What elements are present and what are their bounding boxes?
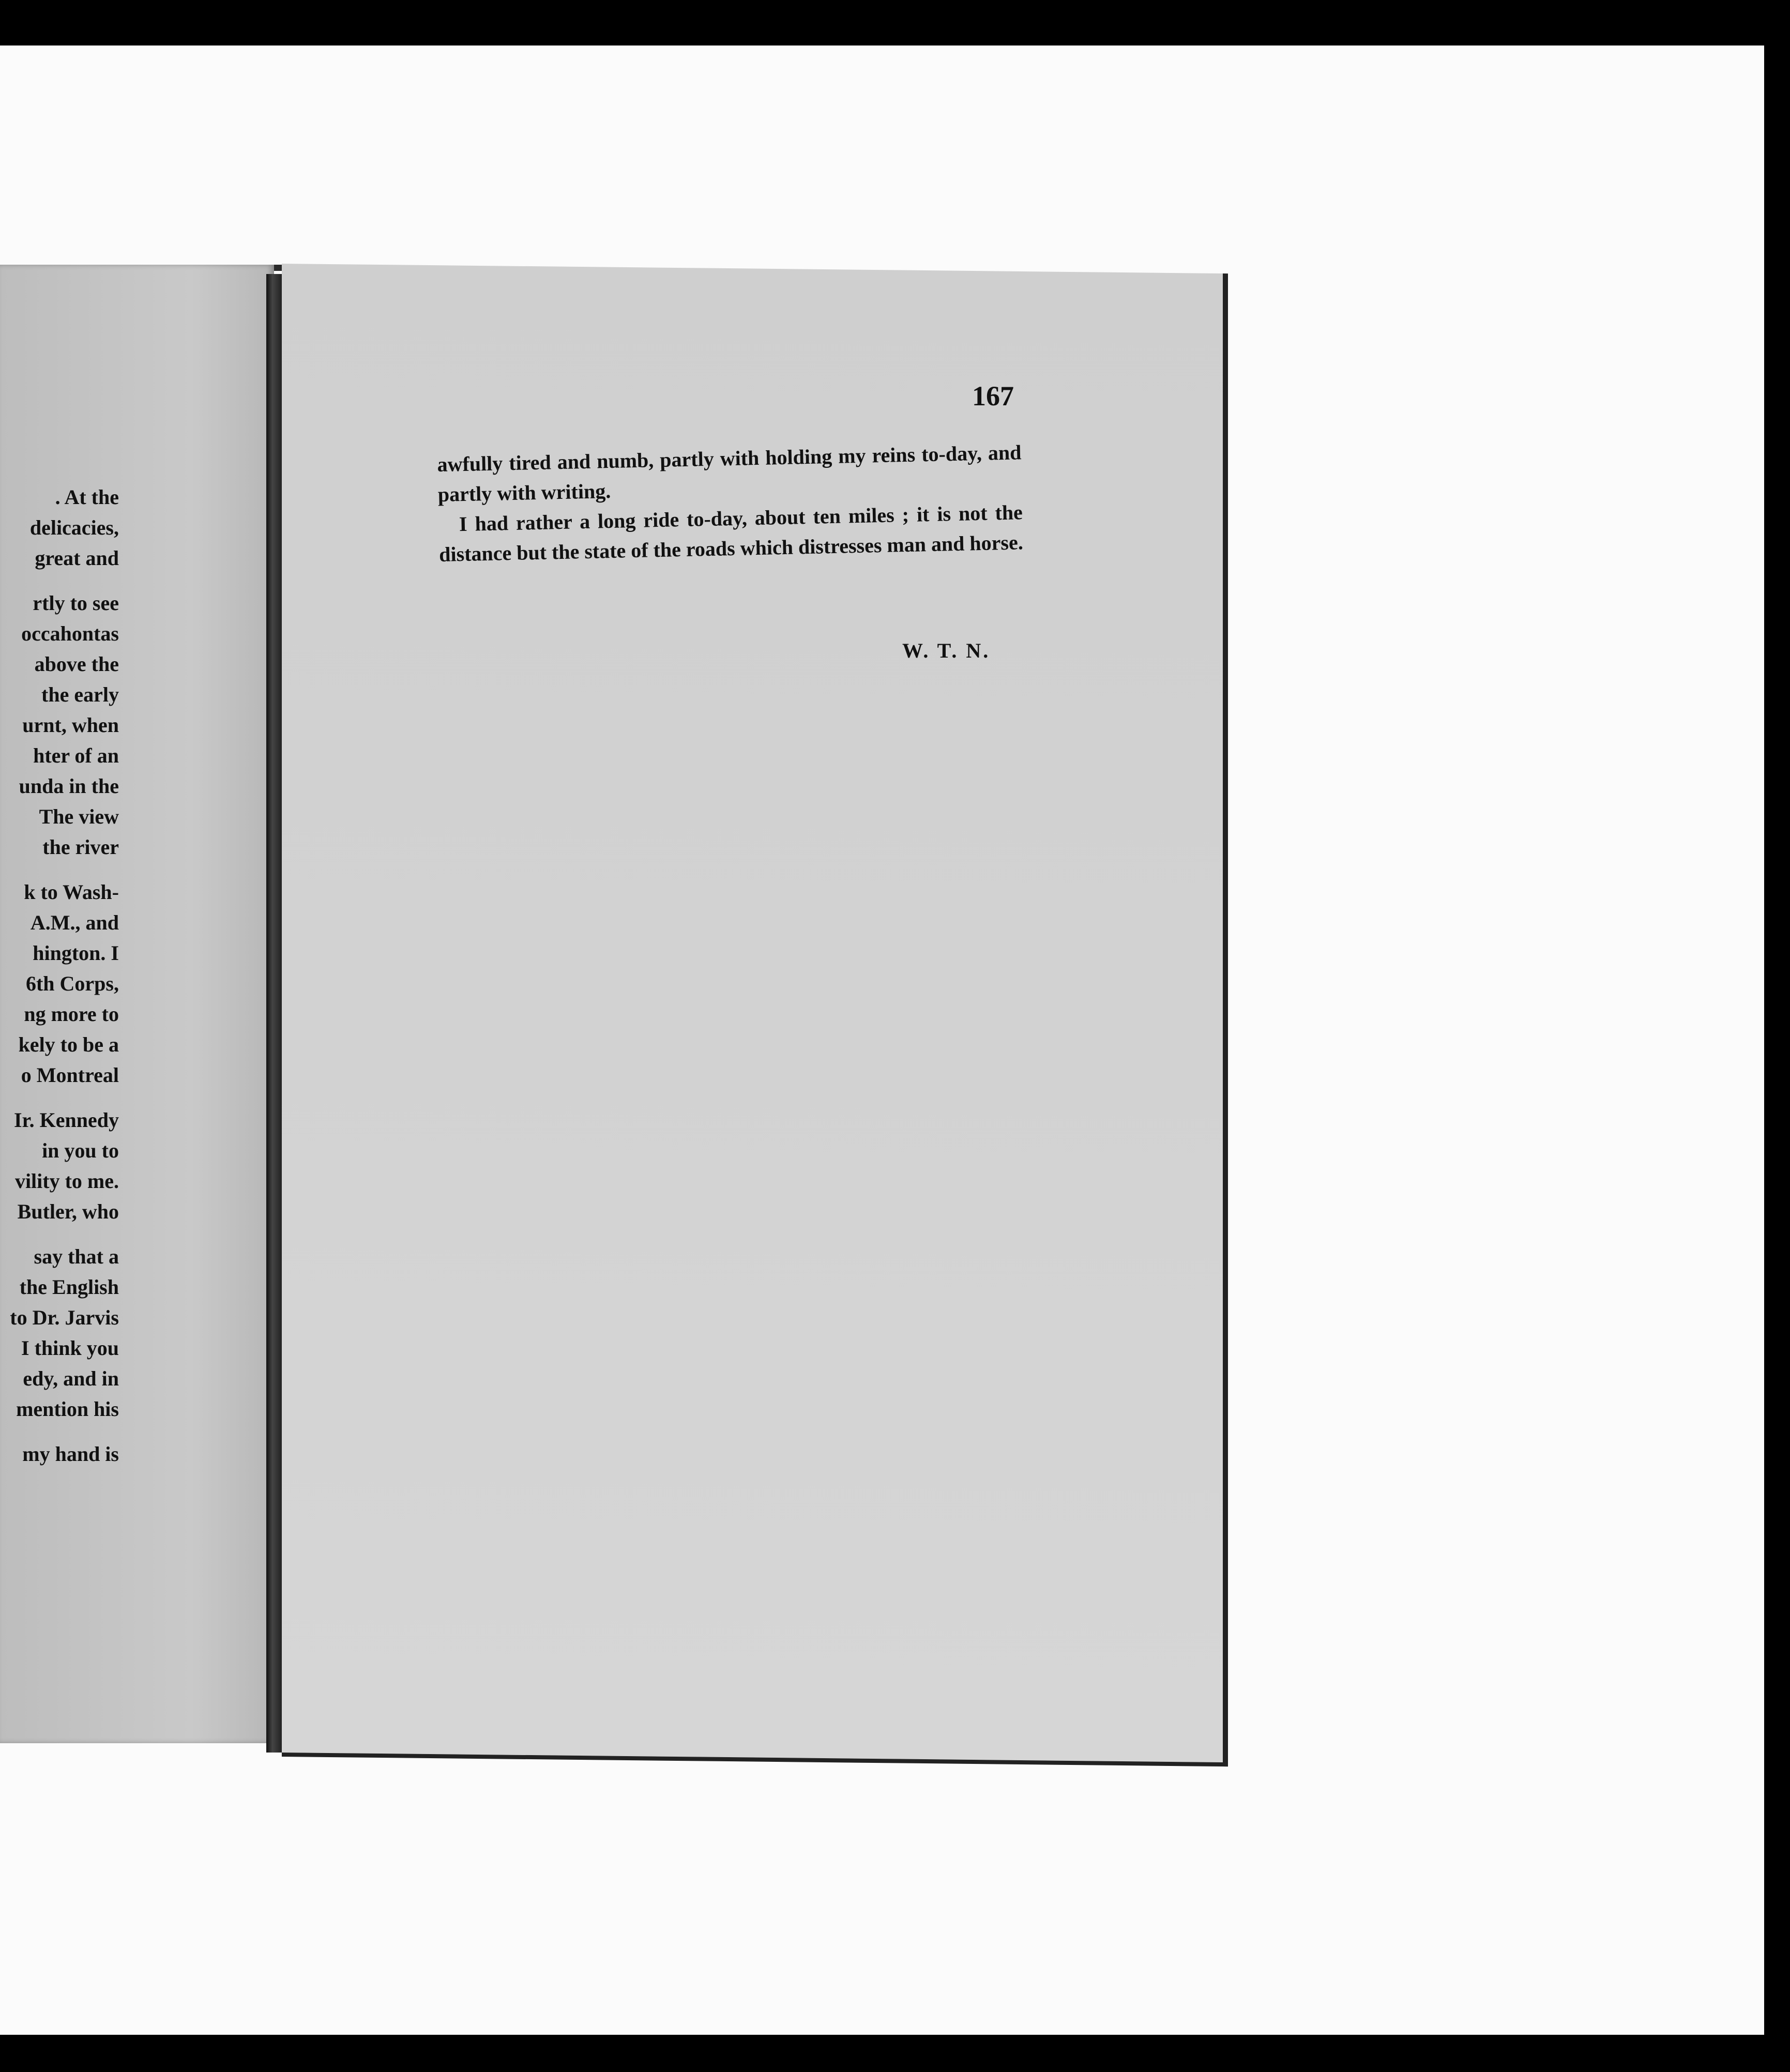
left-page-line: to Dr. Jarvis	[10, 1306, 119, 1329]
left-page-line: occahontas	[21, 622, 119, 645]
left-page-line: above the	[34, 652, 119, 676]
left-page-line: hington. I	[33, 941, 119, 965]
left-page-line: I think you	[21, 1336, 119, 1360]
left-page-line: Butler, who	[17, 1200, 119, 1223]
left-line-gap	[0, 862, 119, 877]
letter-body	[437, 437, 1024, 570]
left-page-line: urnt, when	[22, 713, 119, 737]
left-page-line: A.M., and	[30, 911, 119, 934]
left-page	[0, 265, 274, 1743]
left-line-gap	[0, 1227, 119, 1241]
left-page-line: rtly to see	[33, 591, 119, 615]
left-page-line: the river	[42, 835, 119, 859]
left-page-line: great and	[35, 546, 119, 570]
left-page-line: Ir. Kennedy	[13, 1108, 119, 1132]
left-page-line: kely to be a	[18, 1033, 119, 1056]
left-page-line: mention his	[16, 1397, 119, 1421]
left-page-line: the early	[41, 683, 119, 706]
left-line-gap	[0, 1424, 119, 1439]
paragraph-2: I had rather a long ride to-day, about ten miles ; it is not the distance but the state of the roads which distresses man and horse.	[438, 500, 1024, 566]
book-spine	[266, 274, 282, 1753]
left-page-line: The view	[39, 805, 119, 828]
left-page-text	[0, 482, 119, 1469]
left-page-line: ng more to	[24, 1002, 119, 1026]
left-page-line: in you to	[42, 1139, 119, 1162]
paragraph-1: awfully tired and numb, partly with holding my reins to-day, and partly with writing.	[437, 440, 1022, 506]
left-page-line: hter of an	[33, 744, 119, 767]
scan-border-top	[0, 0, 1790, 45]
left-page-line: . At the	[55, 485, 119, 509]
scan-border-bottom	[0, 2035, 1790, 2072]
signature-initials: W. T. N.	[902, 639, 991, 662]
left-line-gap	[0, 1090, 119, 1105]
scan-border-right	[1764, 0, 1790, 2072]
left-page-line: the English	[19, 1275, 119, 1299]
left-page-line: say that a	[34, 1245, 119, 1268]
left-page-line: 6th Corps,	[25, 972, 119, 995]
left-page-line: my hand is	[22, 1442, 119, 1466]
left-page-line: k to Wash-	[24, 880, 119, 904]
left-line-gap	[0, 573, 119, 588]
left-page-line: vility to me.	[14, 1169, 119, 1193]
left-page-line: edy, and in	[23, 1367, 119, 1390]
left-page-line: o Montreal	[21, 1063, 119, 1087]
page-number: 167	[972, 380, 1014, 412]
left-page-line: delicacies,	[29, 516, 119, 539]
left-page-line: unda in the	[19, 774, 119, 798]
